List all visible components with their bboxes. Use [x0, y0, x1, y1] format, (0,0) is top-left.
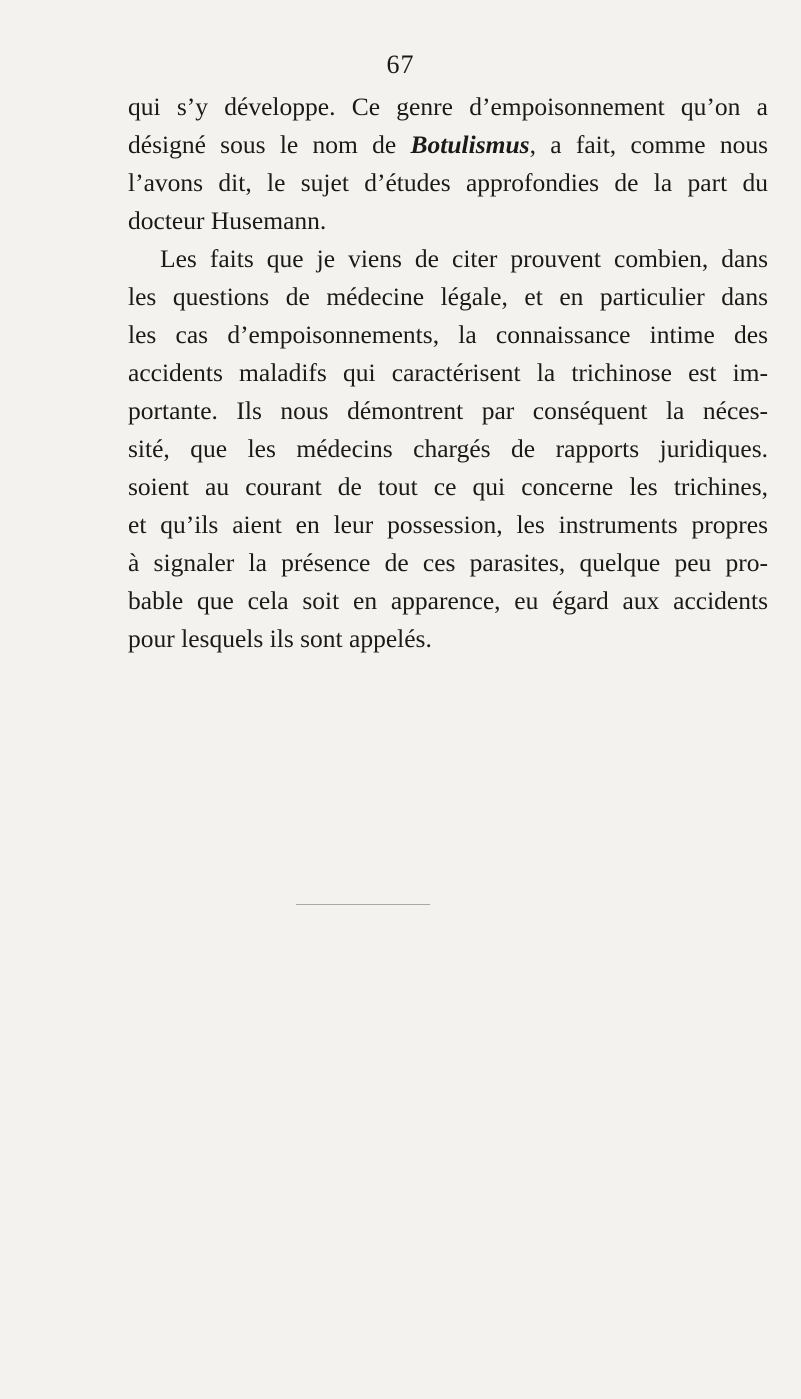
body-text: [128, 88, 768, 658]
term-botulismus: Botulismus: [410, 130, 530, 159]
text-line: [128, 126, 768, 164]
text-line: les questions de médecine légale, et en particulier dans: [128, 282, 768, 311]
text-segment: désigné sous le nom de: [128, 130, 411, 159]
text-line: soient au courant de tout ce qui concerne les trichines,: [128, 472, 768, 501]
text-line: qui s’y développe. Ce genre d’empoisonnement qu’on a: [128, 92, 768, 121]
section-divider: [296, 904, 430, 905]
text-line: accidents maladifs qui caractérisent la trichinose est im-: [128, 358, 768, 387]
text-line: sité, que les médecins chargés de rapports juridiques.: [128, 434, 768, 463]
text-line: docteur Husemann.: [128, 206, 327, 235]
text-line: et qu’ils aient en leur possession, les instruments propres: [128, 510, 768, 539]
text-line: les cas d’empoisonnements, la connaissance intime des: [128, 320, 768, 349]
paragraph-start-line: Les faits que je viens de citer prouvent combien, dans: [160, 244, 768, 273]
text-line: à signaler la présence de ces parasites, quelque peu pro-: [128, 548, 768, 577]
text-line: portante. Ils nous démontrent par conséquent la néces-: [128, 396, 768, 425]
text-line: pour lesquels ils sont appelés.: [128, 624, 432, 653]
page-number: 67: [386, 50, 415, 79]
text-segment: , a fait, comme nous: [529, 130, 768, 159]
text-line: l’avons dit, le sujet d’études approfondies de la part du: [128, 168, 768, 197]
text-line: bable que cela soit en apparence, eu égard aux accidents: [128, 586, 768, 615]
